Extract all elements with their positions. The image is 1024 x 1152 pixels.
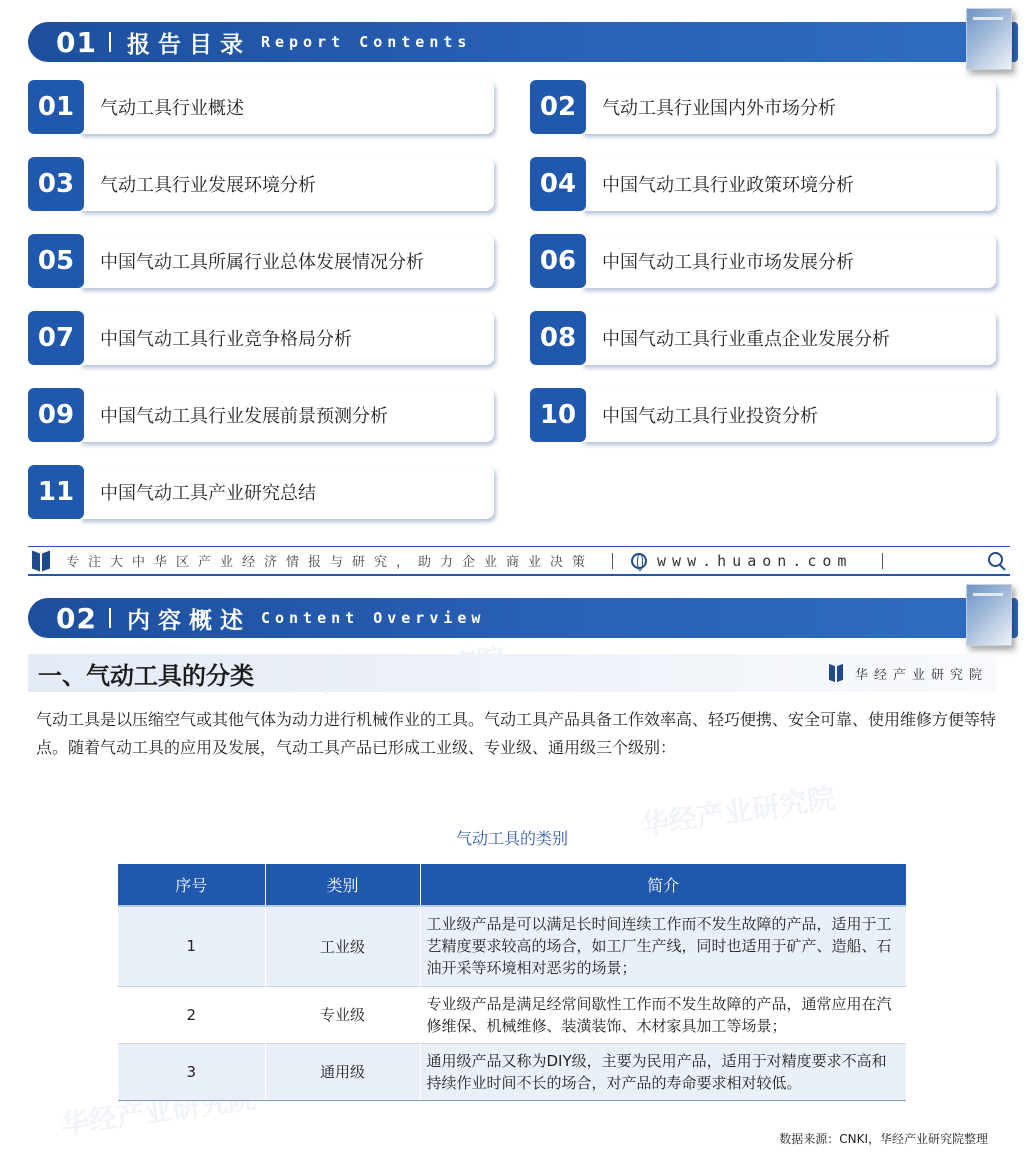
section-number: 01: [56, 25, 97, 59]
watermark: 华经产业研究院: [638, 781, 838, 842]
toc-number: 04: [530, 157, 586, 211]
toc-item[interactable]: [28, 80, 494, 134]
toc-item[interactable]: [28, 311, 494, 365]
data-source: 数据来源：CNKI，华经产业研究院整理: [779, 1132, 988, 1146]
toc-label: 中国气动工具行业竞争格局分析: [80, 311, 494, 365]
section-number: 02: [56, 601, 97, 635]
column-header: 简介: [420, 864, 906, 906]
row-type: 工业级: [265, 906, 420, 986]
globe-icon: [631, 553, 647, 569]
slogan: 专注大中华区产业经济情报与研究，助力企业商业决策: [66, 555, 595, 570]
section-title-en: Report Contents: [260, 33, 472, 51]
website-link[interactable]: www.huaon.com: [657, 551, 853, 570]
brand-logo-icon: [829, 665, 845, 681]
subheading: 一、气动工具的分类: [38, 661, 254, 690]
toc-number: 08: [530, 311, 586, 365]
row-description: 专业级产品是满足经常间歇性工作而不发生故障的产品，通常应用在汽修维保、机械维修、装潢装饰、木材家具加工等场景；: [420, 986, 906, 1043]
row-description: 通用级产品又称为DIY级，主要为民用产品，适用于对精度要求不高和持续作业时间不长的场合，对产品的寿命要求相对较低。: [420, 1043, 906, 1100]
section-title: 内容概述: [126, 607, 251, 634]
section-title: 报告目录: [126, 31, 251, 58]
divider: [109, 32, 111, 52]
divider: [612, 553, 613, 569]
toc-number: 01: [28, 80, 84, 134]
intro-paragraph: 气动工具是以压缩空气或其他气体为动力进行机械作业的工具。气动工具产品具备工作效率高、轻巧便携、安全可靠、使用维修方便等特点。随着气动工具的应用及发展，气动工具产品已形成工业级、专业级、通用级三个级别：: [36, 710, 997, 757]
table-header-row: [118, 864, 906, 906]
row-number: 2: [118, 986, 265, 1043]
toc-number: 02: [530, 80, 586, 134]
table-title: 气动工具的类别: [455, 829, 568, 848]
toc-item[interactable]: [530, 388, 996, 442]
toc-label: 中国气动工具行业投资分析: [582, 388, 996, 442]
row-type: 专业级: [265, 986, 420, 1043]
toc-item[interactable]: [28, 234, 494, 288]
section-title-en: Content Overview: [260, 609, 486, 627]
toc-item[interactable]: [530, 80, 996, 134]
toc-item[interactable]: [28, 465, 494, 519]
toc-number: 07: [28, 311, 84, 365]
toc-label: 中国气动工具行业市场发展分析: [582, 234, 996, 288]
org-name: 华经产业研究院: [854, 667, 988, 683]
toc-label: 气动工具行业发展环境分析: [80, 157, 494, 211]
toc-number: 03: [28, 157, 84, 211]
section-header-report-contents: [28, 22, 1018, 62]
toc-label: 中国气动工具产业研究总结: [80, 465, 494, 519]
toc-label: 气动工具行业国内外市场分析: [582, 80, 996, 134]
toc-label: 中国气动工具行业政策环境分析: [582, 157, 996, 211]
watermark: 华经产业研究院: [58, 1081, 258, 1142]
column-header: 序号: [118, 864, 265, 906]
toc-item[interactable]: [530, 311, 996, 365]
org-badge: [829, 664, 988, 683]
report-cover-icon: [966, 8, 1012, 70]
column-header: 类别: [265, 864, 420, 906]
toc-number: 09: [28, 388, 84, 442]
toc-number: 10: [530, 388, 586, 442]
row-type: 通用级: [265, 1043, 420, 1100]
toc-label: 中国气动工具行业重点企业发展分析: [582, 311, 996, 365]
row-number: 3: [118, 1043, 265, 1100]
row-description: 工业级产品是可以满足长时间连续工作而不发生故障的产品，适用于工艺精度要求较高的场合，如工厂生产线，同时也适用于矿产、造船、石油开采等环境相对恶劣的场景；: [420, 906, 906, 986]
toc-label: 气动工具行业概述: [80, 80, 494, 134]
info-strip: [28, 546, 1010, 576]
table-row: [118, 1043, 906, 1100]
subheading-band: [28, 654, 996, 692]
toc-item[interactable]: [28, 157, 494, 211]
toc-number: 11: [28, 465, 84, 519]
divider: [109, 608, 111, 628]
toc-item[interactable]: [530, 234, 996, 288]
row-number: 1: [118, 906, 265, 986]
section-header-content-overview: [28, 598, 1018, 638]
table-row: [118, 906, 906, 986]
brand-logo-icon: [32, 552, 52, 570]
report-cover-icon: [966, 584, 1012, 646]
divider: [882, 553, 883, 569]
toc-item[interactable]: [28, 388, 494, 442]
toc-label: 中国气动工具行业发展前景预测分析: [80, 388, 494, 442]
toc-number: 06: [530, 234, 586, 288]
search-icon[interactable]: [988, 552, 1006, 570]
toc-item[interactable]: [530, 157, 996, 211]
category-table: [118, 864, 906, 1101]
table-row: [118, 986, 906, 1043]
toc-number: 05: [28, 234, 84, 288]
toc-label: 中国气动工具所属行业总体发展情况分析: [80, 234, 494, 288]
